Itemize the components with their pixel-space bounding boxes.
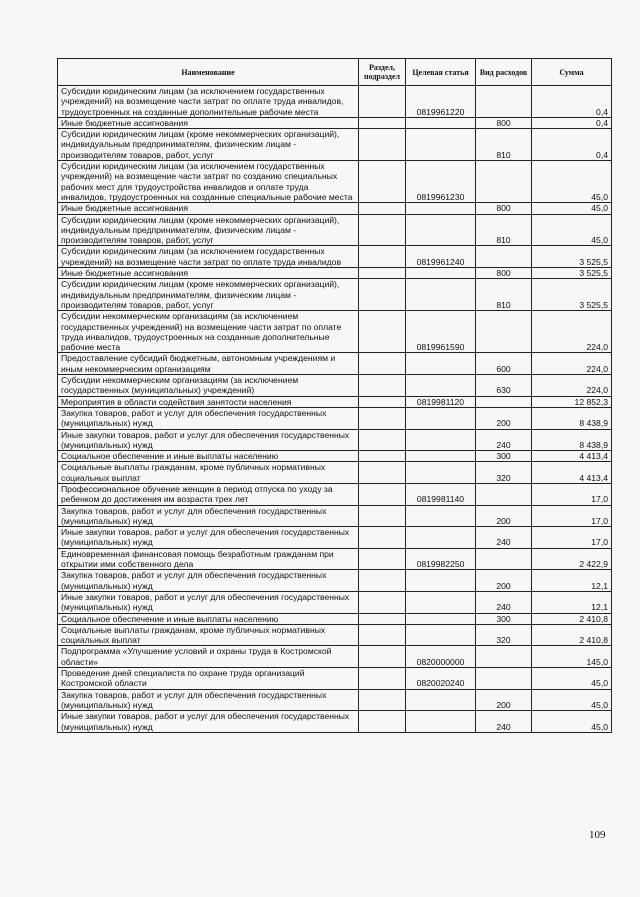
cell-razdel (359, 527, 406, 549)
cell-razdel (359, 279, 406, 311)
cell-vid (476, 161, 532, 203)
table-row (58, 214, 612, 246)
cell-razdel (359, 646, 406, 668)
table-row (58, 624, 612, 646)
cell-sum: 12 852,3 (532, 396, 612, 407)
cell-target: 0819961220 (406, 86, 476, 118)
table-row (58, 161, 612, 203)
cell-name: Социальные выплаты гражданам, кроме публичных нормативных социальных выплат (58, 624, 359, 646)
cell-name: Закупка товаров, работ и услуг для обеспечения государственных (муниципальных) нужд (58, 407, 359, 429)
cell-vid (476, 548, 532, 570)
cell-target: 0819961590 (406, 311, 476, 353)
cell-vid: 240 (476, 527, 532, 549)
cell-razdel (359, 668, 406, 690)
cell-vid: 600 (476, 353, 532, 375)
table-row (58, 462, 612, 484)
cell-razdel (359, 311, 406, 353)
table-row (58, 570, 612, 592)
cell-target: 0819961230 (406, 161, 476, 203)
table-row (58, 451, 612, 462)
header-name: Наименование (58, 59, 359, 86)
cell-name: Мероприятия в области содействия занятости населения (58, 396, 359, 407)
cell-razdel (359, 548, 406, 570)
cell-vid: 240 (476, 711, 532, 733)
cell-razdel (359, 375, 406, 397)
cell-name: Закупка товаров, работ и услуг для обеспечения государственных (муниципальных) нужд (58, 689, 359, 711)
cell-sum: 17,0 (532, 483, 612, 505)
cell-target (406, 624, 476, 646)
table-row (58, 591, 612, 613)
cell-vid: 240 (476, 591, 532, 613)
cell-target (406, 570, 476, 592)
cell-sum: 17,0 (532, 527, 612, 549)
cell-sum: 45,0 (532, 668, 612, 690)
cell-sum: 2 410,8 (532, 624, 612, 646)
table-row (58, 129, 612, 161)
cell-vid: 300 (476, 451, 532, 462)
cell-razdel (359, 505, 406, 527)
cell-name: Социальные выплаты гражданам, кроме публичных нормативных социальных выплат (58, 462, 359, 484)
cell-name: Субсидии юридическим лицам (за исключением государственных учреждений) на возмещение части затрат по оплате труда инвалидов (58, 246, 359, 268)
cell-vid: 810 (476, 279, 532, 311)
cell-razdel (359, 203, 406, 214)
cell-target (406, 375, 476, 397)
cell-razdel (359, 624, 406, 646)
cell-vid: 800 (476, 203, 532, 214)
table-row (58, 548, 612, 570)
cell-razdel (359, 86, 406, 118)
cell-sum: 3 525,5 (532, 246, 612, 268)
cell-name: Иные закупки товаров, работ и услуг для обеспечения государственных (муниципальных) нужд (58, 527, 359, 549)
cell-vid: 240 (476, 429, 532, 451)
table-row (58, 86, 612, 118)
table-row (58, 613, 612, 624)
cell-vid (476, 646, 532, 668)
cell-target: 0819982250 (406, 548, 476, 570)
cell-name: Иные бюджетные ассигнования (58, 117, 359, 128)
cell-sum: 45,0 (532, 203, 612, 214)
cell-target (406, 527, 476, 549)
table-row (58, 375, 612, 397)
cell-razdel (359, 429, 406, 451)
table-row (58, 268, 612, 279)
cell-target: 0820020240 (406, 668, 476, 690)
cell-target: 0819961240 (406, 246, 476, 268)
cell-name: Иные бюджетные ассигнования (58, 203, 359, 214)
table-row (58, 483, 612, 505)
header-vid: Вид расходов (476, 59, 532, 86)
cell-razdel (359, 117, 406, 128)
cell-vid: 800 (476, 268, 532, 279)
cell-target (406, 279, 476, 311)
cell-vid (476, 483, 532, 505)
cell-sum: 2 410,8 (532, 613, 612, 624)
cell-sum: 224,0 (532, 375, 612, 397)
cell-razdel (359, 214, 406, 246)
cell-vid: 800 (476, 117, 532, 128)
cell-sum: 45,0 (532, 689, 612, 711)
cell-vid: 300 (476, 613, 532, 624)
cell-name: Подпрограмма «Улучшение условий и охраны труда в Костромской области» (58, 646, 359, 668)
cell-vid: 200 (476, 570, 532, 592)
cell-sum: 17,0 (532, 505, 612, 527)
cell-razdel (359, 268, 406, 279)
cell-razdel (359, 451, 406, 462)
cell-vid (476, 668, 532, 690)
table-row (58, 117, 612, 128)
cell-sum: 0,4 (532, 86, 612, 118)
cell-vid: 810 (476, 129, 532, 161)
cell-sum: 3 525,5 (532, 268, 612, 279)
cell-name: Единовременная финансовая помощь безработным гражданам при открытии ими собственного дела (58, 548, 359, 570)
cell-sum: 8 438,9 (532, 407, 612, 429)
cell-name: Иные бюджетные ассигнования (58, 268, 359, 279)
cell-target (406, 613, 476, 624)
cell-sum: 12,1 (532, 591, 612, 613)
table-row (58, 407, 612, 429)
cell-name: Иные закупки товаров, работ и услуг для обеспечения государственных (муниципальных) нужд (58, 711, 359, 733)
budget-page (57, 58, 611, 733)
cell-target (406, 451, 476, 462)
cell-name: Субсидии юридическим лицам (за исключением государственных учреждений) на возмещение части затрат по оплате труда инвалидов, трудоустроенных на созданные дополнительные рабочие места (58, 86, 359, 118)
cell-vid: 320 (476, 624, 532, 646)
cell-target (406, 711, 476, 733)
cell-sum: 224,0 (532, 353, 612, 375)
cell-target (406, 268, 476, 279)
cell-razdel (359, 689, 406, 711)
table-row (58, 311, 612, 353)
cell-name: Иные закупки товаров, работ и услуг для обеспечения государственных (муниципальных) нужд (58, 591, 359, 613)
cell-sum: 145,0 (532, 646, 612, 668)
cell-target (406, 129, 476, 161)
cell-target (406, 117, 476, 128)
cell-sum: 12,1 (532, 570, 612, 592)
table-row (58, 527, 612, 549)
header-sum: Сумма (532, 59, 612, 86)
cell-target (406, 462, 476, 484)
cell-vid: 200 (476, 689, 532, 711)
page-number: 109 (589, 829, 606, 841)
cell-razdel (359, 129, 406, 161)
table-row (58, 689, 612, 711)
cell-name: Закупка товаров, работ и услуг для обеспечения государственных (муниципальных) нужд (58, 505, 359, 527)
cell-vid (476, 246, 532, 268)
cell-target (406, 591, 476, 613)
cell-razdel (359, 353, 406, 375)
cell-razdel (359, 396, 406, 407)
cell-razdel (359, 407, 406, 429)
table-row (58, 646, 612, 668)
cell-name: Субсидии юридическим лицам (кроме некоммерческих организаций), индивидуальным предпринимателям, физическим лицам - производителям товаров, работ, услуг (58, 129, 359, 161)
header-target: Целевая статья (406, 59, 476, 86)
header-razdel: Раздел, подраздел (359, 59, 406, 86)
table-row (58, 203, 612, 214)
cell-razdel (359, 570, 406, 592)
cell-vid: 200 (476, 505, 532, 527)
cell-target (406, 689, 476, 711)
cell-target: 0819981140 (406, 483, 476, 505)
cell-sum: 45,0 (532, 711, 612, 733)
cell-name: Субсидии юридическим лицам (за исключением государственных учреждений) на возмещение части затрат по созданию специальных рабочих мест для трудоустройства инвалидов и оплате труда инвалидов, трудоустроенных на созданные специальные рабочие места (58, 161, 359, 203)
cell-target (406, 353, 476, 375)
cell-target (406, 203, 476, 214)
cell-razdel (359, 462, 406, 484)
cell-name: Субсидии юридическим лицам (кроме некоммерческих организаций), индивидуальным предпринимателям, физическим лицам - производителям товаров, работ, услуг (58, 214, 359, 246)
cell-target (406, 407, 476, 429)
cell-name: Профессиональное обучение женщин в период отпуска по уходу за ребенком до достижения им возраста трех лет (58, 483, 359, 505)
table-row (58, 396, 612, 407)
budget-table (57, 58, 612, 733)
cell-name: Закупка товаров, работ и услуг для обеспечения государственных (муниципальных) нужд (58, 570, 359, 592)
cell-name: Субсидии некоммерческим организациям (за исключением государственных учреждений) на возмещение части затрат по оплате труда инвалидов, трудоустроенных на созданные дополнительные рабочие места (58, 311, 359, 353)
table-header-row (58, 59, 612, 86)
table-row (58, 429, 612, 451)
cell-razdel (359, 711, 406, 733)
cell-vid: 320 (476, 462, 532, 484)
table-body (58, 86, 612, 733)
table-row (58, 668, 612, 690)
cell-sum: 4 413,4 (532, 462, 612, 484)
table-row (58, 711, 612, 733)
cell-target (406, 505, 476, 527)
cell-name: Предоставление субсидий бюджетным, автономным учреждениям и иным некоммерческим организациям (58, 353, 359, 375)
cell-vid: 200 (476, 407, 532, 429)
cell-vid (476, 86, 532, 118)
cell-sum: 45,0 (532, 161, 612, 203)
cell-razdel (359, 613, 406, 624)
cell-name: Субсидии юридическим лицам (кроме некоммерческих организаций), индивидуальным предпринимателям, физическим лицам - производителям товаров, работ, услуг (58, 279, 359, 311)
cell-name: Иные закупки товаров, работ и услуг для обеспечения государственных (муниципальных) нужд (58, 429, 359, 451)
cell-sum: 45,0 (532, 214, 612, 246)
cell-vid: 630 (476, 375, 532, 397)
cell-razdel (359, 161, 406, 203)
cell-sum: 0,4 (532, 129, 612, 161)
cell-name: Проведение дней специалиста по охране труда организаций Костромской области (58, 668, 359, 690)
cell-target (406, 214, 476, 246)
table-row (58, 353, 612, 375)
cell-name: Субсидии некоммерческим организациям (за исключением государственных (муниципальных) учреждений) (58, 375, 359, 397)
cell-razdel (359, 246, 406, 268)
cell-sum: 224,0 (532, 311, 612, 353)
cell-vid (476, 311, 532, 353)
cell-sum: 0,4 (532, 117, 612, 128)
cell-name: Социальное обеспечение и иные выплаты населению (58, 451, 359, 462)
cell-sum: 2 422,9 (532, 548, 612, 570)
cell-sum: 3 525,5 (532, 279, 612, 311)
table-row (58, 246, 612, 268)
table-row (58, 505, 612, 527)
cell-sum: 4 413,4 (532, 451, 612, 462)
cell-razdel (359, 483, 406, 505)
cell-vid (476, 396, 532, 407)
cell-target: 0820000000 (406, 646, 476, 668)
cell-target: 0819981120 (406, 396, 476, 407)
cell-razdel (359, 591, 406, 613)
cell-sum: 8 438,9 (532, 429, 612, 451)
cell-vid: 810 (476, 214, 532, 246)
table-row (58, 279, 612, 311)
cell-target (406, 429, 476, 451)
cell-name: Социальное обеспечение и иные выплаты населению (58, 613, 359, 624)
